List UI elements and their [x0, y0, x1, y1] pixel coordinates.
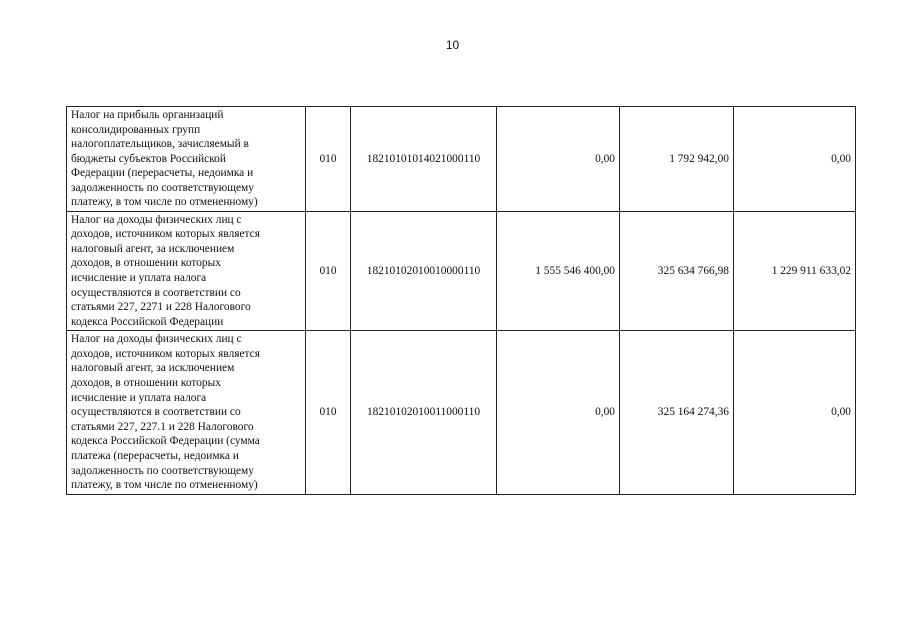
value-1-cell: 0,00 [497, 107, 620, 212]
budget-code-cell: 18210102010010000110 [351, 212, 497, 331]
row-name-line: доходов, источником которых является [71, 228, 260, 241]
row-name-line: Налог на прибыль организаций [71, 108, 224, 121]
row-name-line: налогоплательщиков, зачисляемый в [71, 138, 249, 151]
value-3-cell: 0,00 [734, 331, 856, 495]
admin-code-cell: 010 [306, 212, 351, 331]
row-name-line: доходов, в отношении которых [71, 377, 221, 390]
row-name-line: исчисление и уплата налога [71, 391, 207, 404]
budget-code-cell: 18210102010011000110 [351, 331, 497, 495]
row-name-line: задолженность по соответствующему [71, 181, 254, 194]
row-name-line: Федерации (перерасчеты, недоимка и [71, 167, 254, 180]
row-name-line: бюджеты субъектов Российской [71, 152, 226, 165]
value-2-cell: 1 792 942,00 [620, 107, 734, 212]
budget-code-cell: 18210101014021000110 [351, 107, 497, 212]
row-name-line: доходов, источником которых является [71, 347, 260, 360]
row-name-line: доходов, в отношении которых [71, 257, 221, 270]
table-row [67, 331, 856, 495]
table-row [67, 212, 856, 331]
value-2-cell: 325 634 766,98 [620, 212, 734, 331]
row-name-line: налоговый агент, за исключением [71, 242, 235, 255]
row-name-cell [67, 331, 306, 495]
row-name-line: кодекса Российской Федерации [71, 315, 224, 328]
row-name-line: Налог на доходы физических лиц с [71, 213, 242, 226]
row-name-line: налоговый агент, за исключением [71, 362, 235, 375]
row-name-line: задолженность по соответствующему [71, 464, 254, 477]
table-body [67, 107, 856, 495]
row-name-line: платежу, в том числе по отмененному) [71, 479, 258, 492]
row-name-line: консолидированных групп [71, 123, 201, 136]
admin-code-cell: 010 [306, 331, 351, 495]
value-3-cell: 0,00 [734, 107, 856, 212]
row-name-line: статьями 227, 2271 и 228 Налогового [71, 301, 251, 314]
row-name-line: осуществляются в соответствии со [71, 406, 241, 419]
value-1-cell: 0,00 [497, 331, 620, 495]
page-number: 10 [445, 38, 460, 52]
row-name-line: статьями 227, 227.1 и 228 Налогового [71, 420, 254, 433]
row-name-cell [67, 107, 306, 212]
row-name-line: платежа (перерасчеты, недоимка и [71, 449, 239, 462]
table-row [67, 107, 856, 212]
value-3-cell: 1 229 911 633,02 [734, 212, 856, 331]
value-1-cell: 1 555 546 400,00 [497, 212, 620, 331]
row-name-cell [67, 212, 306, 331]
row-name-line: платежу, в том числе по отмененному) [71, 196, 258, 209]
row-name-line: кодекса Российской Федерации (сумма [71, 435, 260, 448]
value-2-cell: 325 164 274,36 [620, 331, 734, 495]
row-name-line: исчисление и уплата налога [71, 272, 207, 284]
row-name-line: осуществляются в соответствии со [71, 286, 241, 299]
row-name-line: Налог на доходы физических лиц с [71, 333, 242, 346]
revenue-table [66, 106, 856, 495]
admin-code-cell: 010 [306, 107, 351, 212]
